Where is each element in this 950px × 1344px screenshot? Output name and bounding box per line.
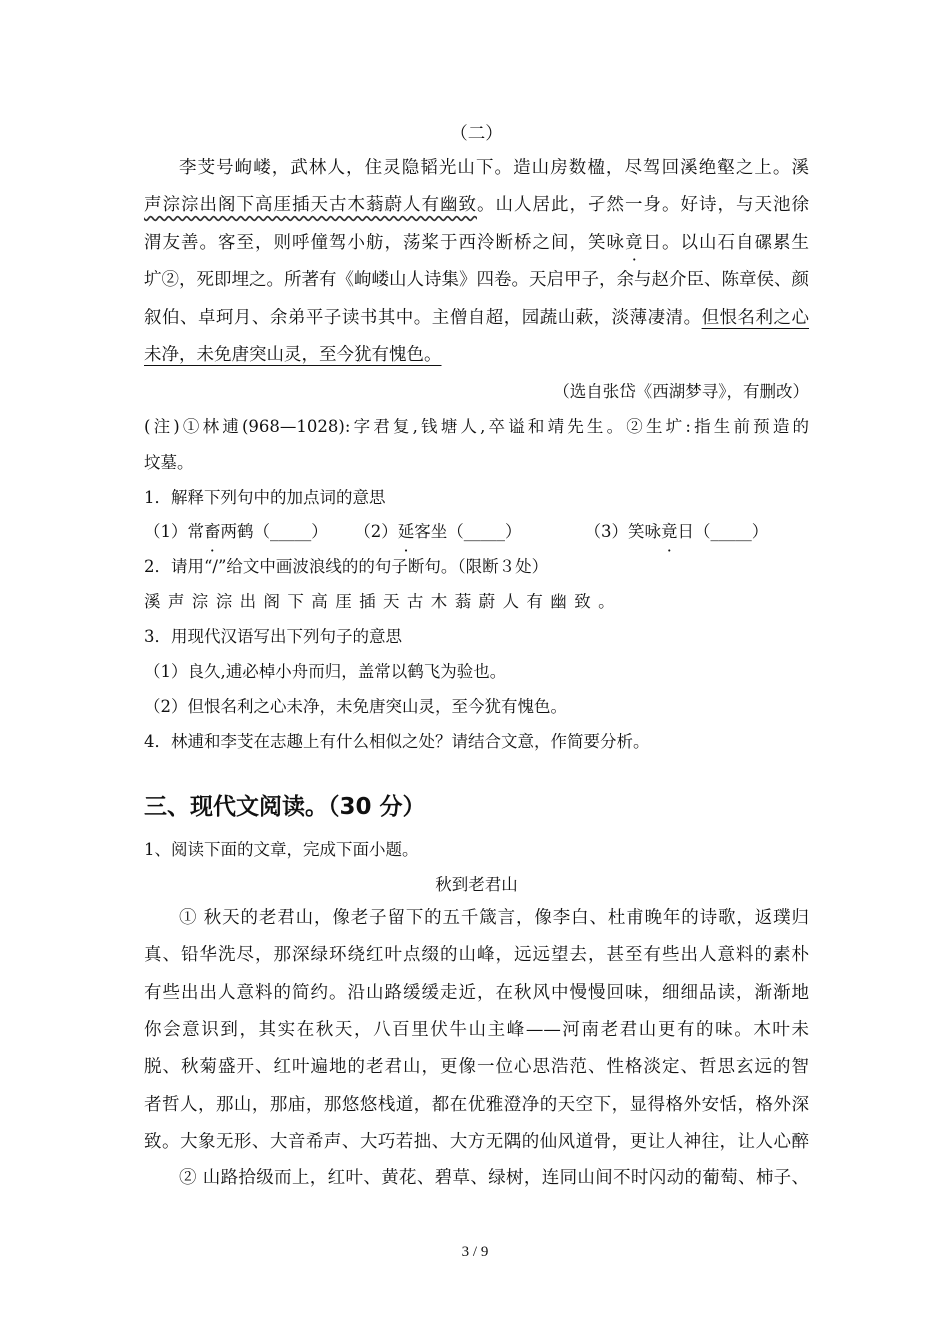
passage-line-1	[144, 156, 809, 180]
article-line-3: 有些出出人意料的简约。沿山路缓缓走近，在秋风中慢慢回味，细细品读，渐渐地	[144, 983, 809, 1003]
question-2-title: 2．请用“/”给文中画波浪线的的句子断句。（限断３处）	[144, 557, 549, 576]
passage-line-6	[144, 343, 809, 367]
passage-text: 李芠号岣嵝，武林人，住灵隐韬光山下。造山房数楹，尽驾回溪绝壑之上。溪	[179, 158, 809, 178]
article-title: 秋到老君山	[435, 875, 518, 894]
passage-line-5	[144, 306, 809, 330]
article-line-8: ② 山路拾级而上，红叶、黄花、碧草、绿树，连同山间不时闪动的葡萄、柿子、	[179, 1168, 809, 1188]
question-3-item-1: （1）良久,逋必棹小舟而归，盖常以鹤飞为验也。	[144, 662, 507, 681]
passage-text: 。山人居此，孑然一身。好诗，与天池徐	[477, 195, 809, 215]
question-3-item-2: （2）但恨名利之心未净，未免唐突山灵，至今犹有愧色。	[144, 697, 567, 716]
dotted-word: 竟	[661, 522, 678, 541]
dotted-word: 竟	[625, 233, 644, 253]
q1-text: 两鹤（_____）	[220, 522, 328, 541]
q1-item-2	[354, 520, 579, 544]
q1-item-3	[585, 520, 769, 544]
dotted-word: 延	[397, 522, 415, 541]
passage-text: 渭友善。客至，则呼僮驾小舫，荡桨于西泠断桥之间，笑咏	[144, 233, 625, 253]
question-4-title: 4．林逋和李芠在志趣上有什么相似之处？请结合文意，作简要分析。	[144, 732, 650, 751]
page-number: 3 / 9	[461, 1244, 489, 1260]
q1-text: （3）笑咏	[584, 522, 661, 541]
passage-source: （选自张岱《西湖梦寻》，有删改）	[553, 382, 809, 401]
section-three-instruction: 1、阅读下面的文章，完成下面小题。	[144, 840, 419, 859]
q1-text: （2）	[354, 522, 398, 541]
q1-text: 客坐（_____）	[414, 522, 522, 541]
q1-text: 日（_____）	[677, 522, 769, 541]
passage-note-2: 坟墓。	[144, 453, 194, 472]
passage-line-4: 圹②，死即埋之。所著有《岣嵝山人诗集》四卷。天启甲子，余与赵介臣、陈章侯、颜	[144, 270, 809, 290]
underlined-sentence: 但恨名利之心	[701, 308, 810, 328]
section-three-heading: 三、现代文阅读。（30 分）	[144, 794, 426, 820]
question-2-sentence: 溪声淙淙出阁下高厓插天古木蓊蔚人有幽致。	[144, 592, 622, 611]
article-line-6: 者哲人，那山，那庙，那悠悠栈道，都在优雅澄净的天空下，显得格外安恬，格外深	[144, 1095, 809, 1115]
article-line-4: 你会意识到，其实在秋天，八百里伏牛山主峰——河南老君山更有的味。木叶未	[144, 1020, 809, 1040]
article-line-7: 致。大象无形、大音希声、大巧若拙、大方无隅的仙风道骨，更让人神往，让人心醉	[144, 1132, 809, 1152]
question-1-items	[144, 520, 809, 544]
dotted-word: 畜	[204, 522, 221, 541]
question-1-title: 1．解释下列句中的加点词的意思	[144, 488, 386, 507]
wavy-sentence: 声淙淙出阁下高厓插天古木蓊蔚人有幽致	[144, 195, 477, 215]
section-two-label: （二）	[450, 124, 503, 144]
passage-text: 叙伯、卓珂月、余弟平子读书其中。主僧自超，园蔬山蔌，淡薄凄清。	[144, 308, 702, 328]
passage-line-2	[144, 193, 809, 217]
q1-item-1	[144, 520, 349, 544]
passage-text: 日。以山石自磥累生	[643, 233, 809, 253]
passage-note-1: (注)①林逋(968—1028):字君复,钱塘人,卒谥和靖先生。②生圹:指生前预造的	[144, 417, 809, 436]
underlined-sentence: 未净，未免唐突山灵，至今犹有愧色。	[144, 345, 442, 365]
article-line-2: 真、铅华洗尽，那深绿环绕红叶点缀的山峰，远远望去，甚至有些出人意料的素朴	[144, 945, 809, 965]
article-line-5: 脱、秋菊盛开、红叶遍地的老君山，更像一位心思浩范、性格淡定、哲思玄远的智	[144, 1057, 809, 1077]
question-3-title: 3．用现代汉语写出下列句子的意思	[144, 627, 402, 646]
q1-text: （1）常	[144, 522, 204, 541]
article-line-1: ① 秋天的老君山，像老子留下的五千箴言，像李白、杜甫晚年的诗歌，返璞归	[179, 908, 809, 928]
passage-line-3	[144, 231, 809, 255]
